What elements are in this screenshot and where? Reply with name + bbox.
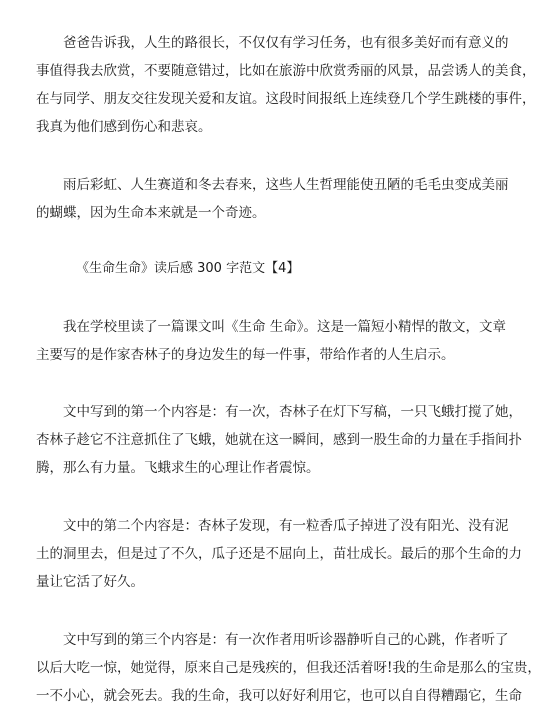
paragraph-line: 我真为他们感到伤心和悲哀。 xyxy=(36,119,212,135)
paragraph-line: 腾，那么有力量。飞蛾求生的心理让作者震惊。 xyxy=(36,460,320,476)
paragraph-line: 文中的第二个内容是：杏林子发现，有一粒香瓜子掉进了没有阳光、没有泥 xyxy=(63,518,509,534)
paragraph-4 xyxy=(36,398,522,482)
paragraph-1 xyxy=(36,29,536,141)
paragraph-line: 爸爸告诉我，人生的路很长，不仅仅有学习任务，也有很多美好而有意义的 xyxy=(63,35,509,51)
section-heading-text: 《生命生命》读后感 300 字范文【4】 xyxy=(76,261,300,276)
paragraph-line: 杏林子趁它不注意抓住了飞蛾，她就在这一瞬间，感到一股生命的力量在手指间扑 xyxy=(36,432,522,448)
paragraph-line: 事值得我去欣赏，不要随意错过，比如在旅游中欣赏秀丽的风景，品尝诱人的美食， xyxy=(36,63,536,79)
paragraph-2 xyxy=(36,171,509,227)
paragraph-line: 文中写到的第三个内容是：有一次作者用听诊器静听自己的心跳，作者听了 xyxy=(63,632,509,648)
paragraph-6 xyxy=(36,626,541,710)
paragraph-line: 在与同学、朋友交往发现关爱和友谊。这段时间报纸上连续登几个学生跳楼的事件， xyxy=(36,91,536,107)
paragraph-line: 一不小心，就会死去。我的生命，我可以好好利用它，也可以自自得糟蹋它，生命 xyxy=(36,688,522,704)
paragraph-line: 的蝴蝶，因为生命本来就是一个奇迹。 xyxy=(36,205,266,221)
paragraph-line: 雨后彩虹、人生赛道和冬去春来，这些人生哲理能使丑陋的毛毛虫变成美丽 xyxy=(63,177,509,193)
paragraph-line: 土的洞里去，但是过了不久，瓜子还是不屈向上，苗壮成长。最后的那个生命的力 xyxy=(36,546,522,562)
paragraph-line: 以后大吃一惊，她觉得，原来自己是残疾的，但我还活着呀!我的生命是那么的宝贵， xyxy=(36,660,541,676)
paragraph-5 xyxy=(36,512,522,596)
section-heading xyxy=(36,257,466,281)
paragraph-line: 文中写到的第一个内容是：有一次，杏林子在灯下写稿，一只飞蛾打搅了她， xyxy=(63,404,522,420)
paragraph-line: 我在学校里读了一篇课文叫《生命 生命》。这是一篇短小精悍的散文，文章 xyxy=(63,319,507,335)
paragraph-3 xyxy=(36,313,507,369)
paragraph-line: 量让它活了好久。 xyxy=(36,574,144,590)
paragraph-line: 主要写的是作家杏林子的身边发生的每一件事，带给作者的人生启示。 xyxy=(36,347,455,363)
